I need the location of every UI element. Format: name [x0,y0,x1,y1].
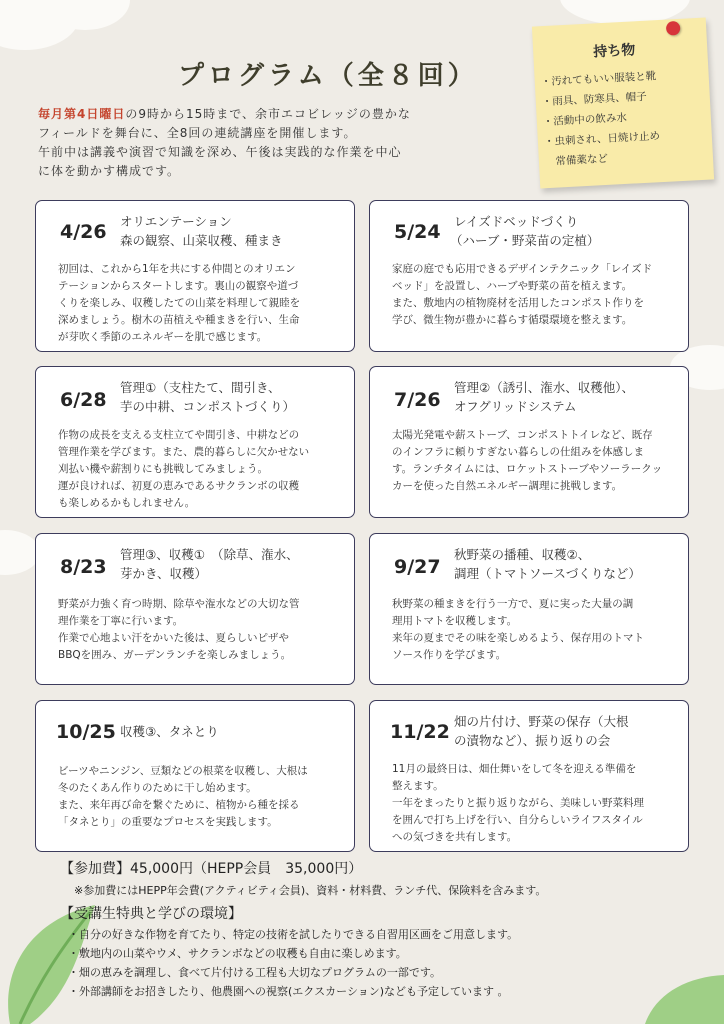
session-title-line1: 収穫③、タネとり [120,724,219,739]
session-card [35,533,355,685]
belongings-item: ・活動中の飲み水 [542,111,628,129]
desc-line: 学び、微生物が豊かに暮らす循環環境を整えます。 [392,314,633,326]
belongings-item: 常備薬など [544,152,609,169]
fee-heading: 【参加費】45,000円（HEPP会員 35,000円） [60,861,363,877]
desc-line: 理作業を丁寧に行います。 [58,615,184,627]
desc-line: 秋野菜の種まきを行う一方で、夏に実った大量の調 [392,598,634,610]
desc-line: 初回は、これから1年を共にする仲間とのオリエン [58,263,296,275]
desc-line: 家庭の庭でも応用できるデザインテクニック「レイズド [392,263,653,275]
page-title: プログラム（全８回） [178,61,478,91]
session-description [392,261,652,329]
session-title-line1: オリエンテーション [120,214,232,229]
desc-line: が芽吹く季節のエネルギーを肌で感じます。 [58,331,268,343]
benefits-item: ・自分の好きな作物を育てたり、特定の技術を試したりできる自習用区画をご用意します。 [68,928,519,941]
session-date: 7/26 [394,389,441,411]
session-title-line1: 管理①（支柱たて、間引き、 [120,380,281,395]
desc-line: 野菜が力強く育つ時期、除草や潅水などの大切な管 [58,598,300,610]
session-title-line1: 管理②（誘引、潅水、収穫他）、 [454,380,634,395]
desc-line: 11月の最終日は、畑仕舞いをして冬を迎える準備を [392,763,637,775]
desc-line: 深めましょう。樹木の苗植えや種まきを行い、生命 [58,314,300,326]
desc-line: 「タネとり」の重要なプロセスを実践します。 [58,816,278,828]
session-card [369,533,689,685]
intro-line1-rest: の9時から15時まで、余市エコビレッジの豊かな [125,107,411,121]
session-description [58,427,309,512]
intro-text [38,105,538,181]
desc-line: 運が良ければ、初夏の恵みであるサクランボの収穫 [58,480,300,492]
benefits-heading: 【受講生特典と学びの環境】 [60,906,242,922]
desc-line: カーを使った自然エネルギー調理に挑戦します。 [392,480,623,492]
desc-line: への気づきを共有します。 [392,831,518,843]
session-date: 5/24 [394,221,441,243]
leaf-decoration-right [640,975,724,1024]
desc-line: 一年をまったりと振り返りながら、美味しい野菜料理 [392,797,644,809]
session-title-line2: の漬物など）、振り返りの会 [454,733,611,748]
fee-note: ※参加費にはHEPP年会費(アクティビティ会員)、資料・材料費、ランチ代、保険料を含みます。 [74,884,547,897]
desc-line: ビーツやニンジン、豆類などの根菜を収穫し、大根は [58,765,308,777]
session-card [35,200,355,352]
belongings-item: ・虫刺され、日焼け止め [543,130,661,149]
desc-line: 太陽光発電や薪ストーブ、コンポストトイレなど、既存 [392,429,653,441]
desc-line: す。ランチタイムには、ロケットストーブやソーラークッ [392,463,663,475]
session-card [35,366,355,518]
desc-line: くりを楽しみ、収穫したての山菜を料理して親睦を [58,297,301,309]
session-description [58,763,308,831]
desc-line: 作業で心地よい汗をかいた後は、夏らしいピザや [58,632,289,644]
desc-line: 刈払い機や薪割りにも挑戦してみましょう。 [58,463,268,475]
session-title-line2: （ハーブ・野菜苗の定植） [450,233,600,248]
intro-highlight: 毎月第4日曜日 [38,107,126,121]
intro-line [38,105,538,124]
desc-line: また、敷地内の植物廃材を活用したコンポスト作りを [392,297,644,309]
desc-line: も楽しめるかもしれません。 [58,497,196,509]
benefits-list [68,925,518,1001]
desc-line: ソース作りを学びます。 [392,649,507,661]
session-card [369,700,689,852]
session-card [369,200,689,352]
belongings-item: ・汚れてもいい服装と靴 [540,70,657,89]
session-description [392,761,644,846]
belongings-title: 持ち物 [592,42,636,61]
benefits-item: ・外部講師をお招きしたり、他農園への視察(エクスカーション)なども予定しています 。 [68,985,509,998]
desc-line: ベッド」を設置し、ハーブや野菜の苗を植えます。 [392,280,633,292]
session-title-line2: 芋の中耕、コンポストづくり） [120,399,296,414]
intro-line: 午前中は講義や演習で知識を深め、午後は実践的な作業を中心 [38,145,402,159]
session-date: 9/27 [394,556,441,578]
session-title-line1: 管理③、収穫① （除草、潅水、 [120,547,299,562]
session-date: 8/23 [60,556,107,578]
desc-line: 理用トマトを収穫します。 [392,615,518,627]
desc-line: BBQを囲み、ガーデンランチを楽しみましょう。 [58,649,292,661]
desc-line: また、来年再び命を繋ぐために、植物から種を採る [58,799,300,811]
session-card [35,700,355,852]
session-date: 4/26 [60,221,107,243]
desc-line: のインフラに頼りすぎない暮らしの仕組みを体感しま [392,446,644,458]
session-title-line2: 調理（トマトソースづくりなど） [454,566,641,581]
intro-line: フィールドを舞台に、全8回の連続講座を開催します。 [38,126,357,140]
session-title-line2: 森の観察、山菜収穫、種まき [120,233,283,248]
desc-line: 冬のたくあん作りのために干し始めます。 [58,782,257,794]
desc-line: 作物の成長を支える支柱立てや間引き、中耕などの [58,429,300,441]
desc-line: テーションからスタートします。裏山の観察や道づ [58,280,299,292]
pushpin-icon [666,21,681,36]
session-date: 11/22 [390,721,450,743]
benefits-item: ・畑の恵みを調理し、食べて片付ける工程も大切なプログラムの一部です。 [68,966,442,979]
desc-line: 管理作業を学びます。また、農的暮らしに欠かせない [58,446,310,458]
desc-line: を囲んで打ち上げを行い、自分らしいライフスタイル [392,814,643,826]
session-title-line1: 秋野菜の播種、収穫②、 [454,547,591,562]
session-title-line1: レイズドベッドづくり [454,214,579,229]
belongings-list [540,66,661,172]
session-title-line2: 芽かき、収穫） [120,566,208,581]
session-description [392,596,644,664]
cloud-decoration [0,530,40,575]
desc-line: 来年の夏までその味を楽しめるよう、保存用のトマト [392,632,644,644]
session-date: 10/25 [56,721,116,743]
session-card [369,366,689,518]
session-description [58,596,300,664]
belongings-sticky-note [532,18,714,189]
session-description [392,427,662,495]
intro-line: に体を動かす構成です。 [38,164,181,178]
benefits-item: ・敷地内の山菜やウメ、サクランボなどの収穫も自由に楽しめます。 [68,947,407,960]
session-title-line1: 畑の片付け、野菜の保存（大根 [454,714,629,729]
belongings-item: ・雨具、防寒具、帽子 [541,90,648,109]
session-description [58,261,300,346]
session-date: 6/28 [60,389,107,411]
desc-line: 整えます。 [392,780,444,792]
session-title-line2: オフグリッドシステム [454,399,577,414]
